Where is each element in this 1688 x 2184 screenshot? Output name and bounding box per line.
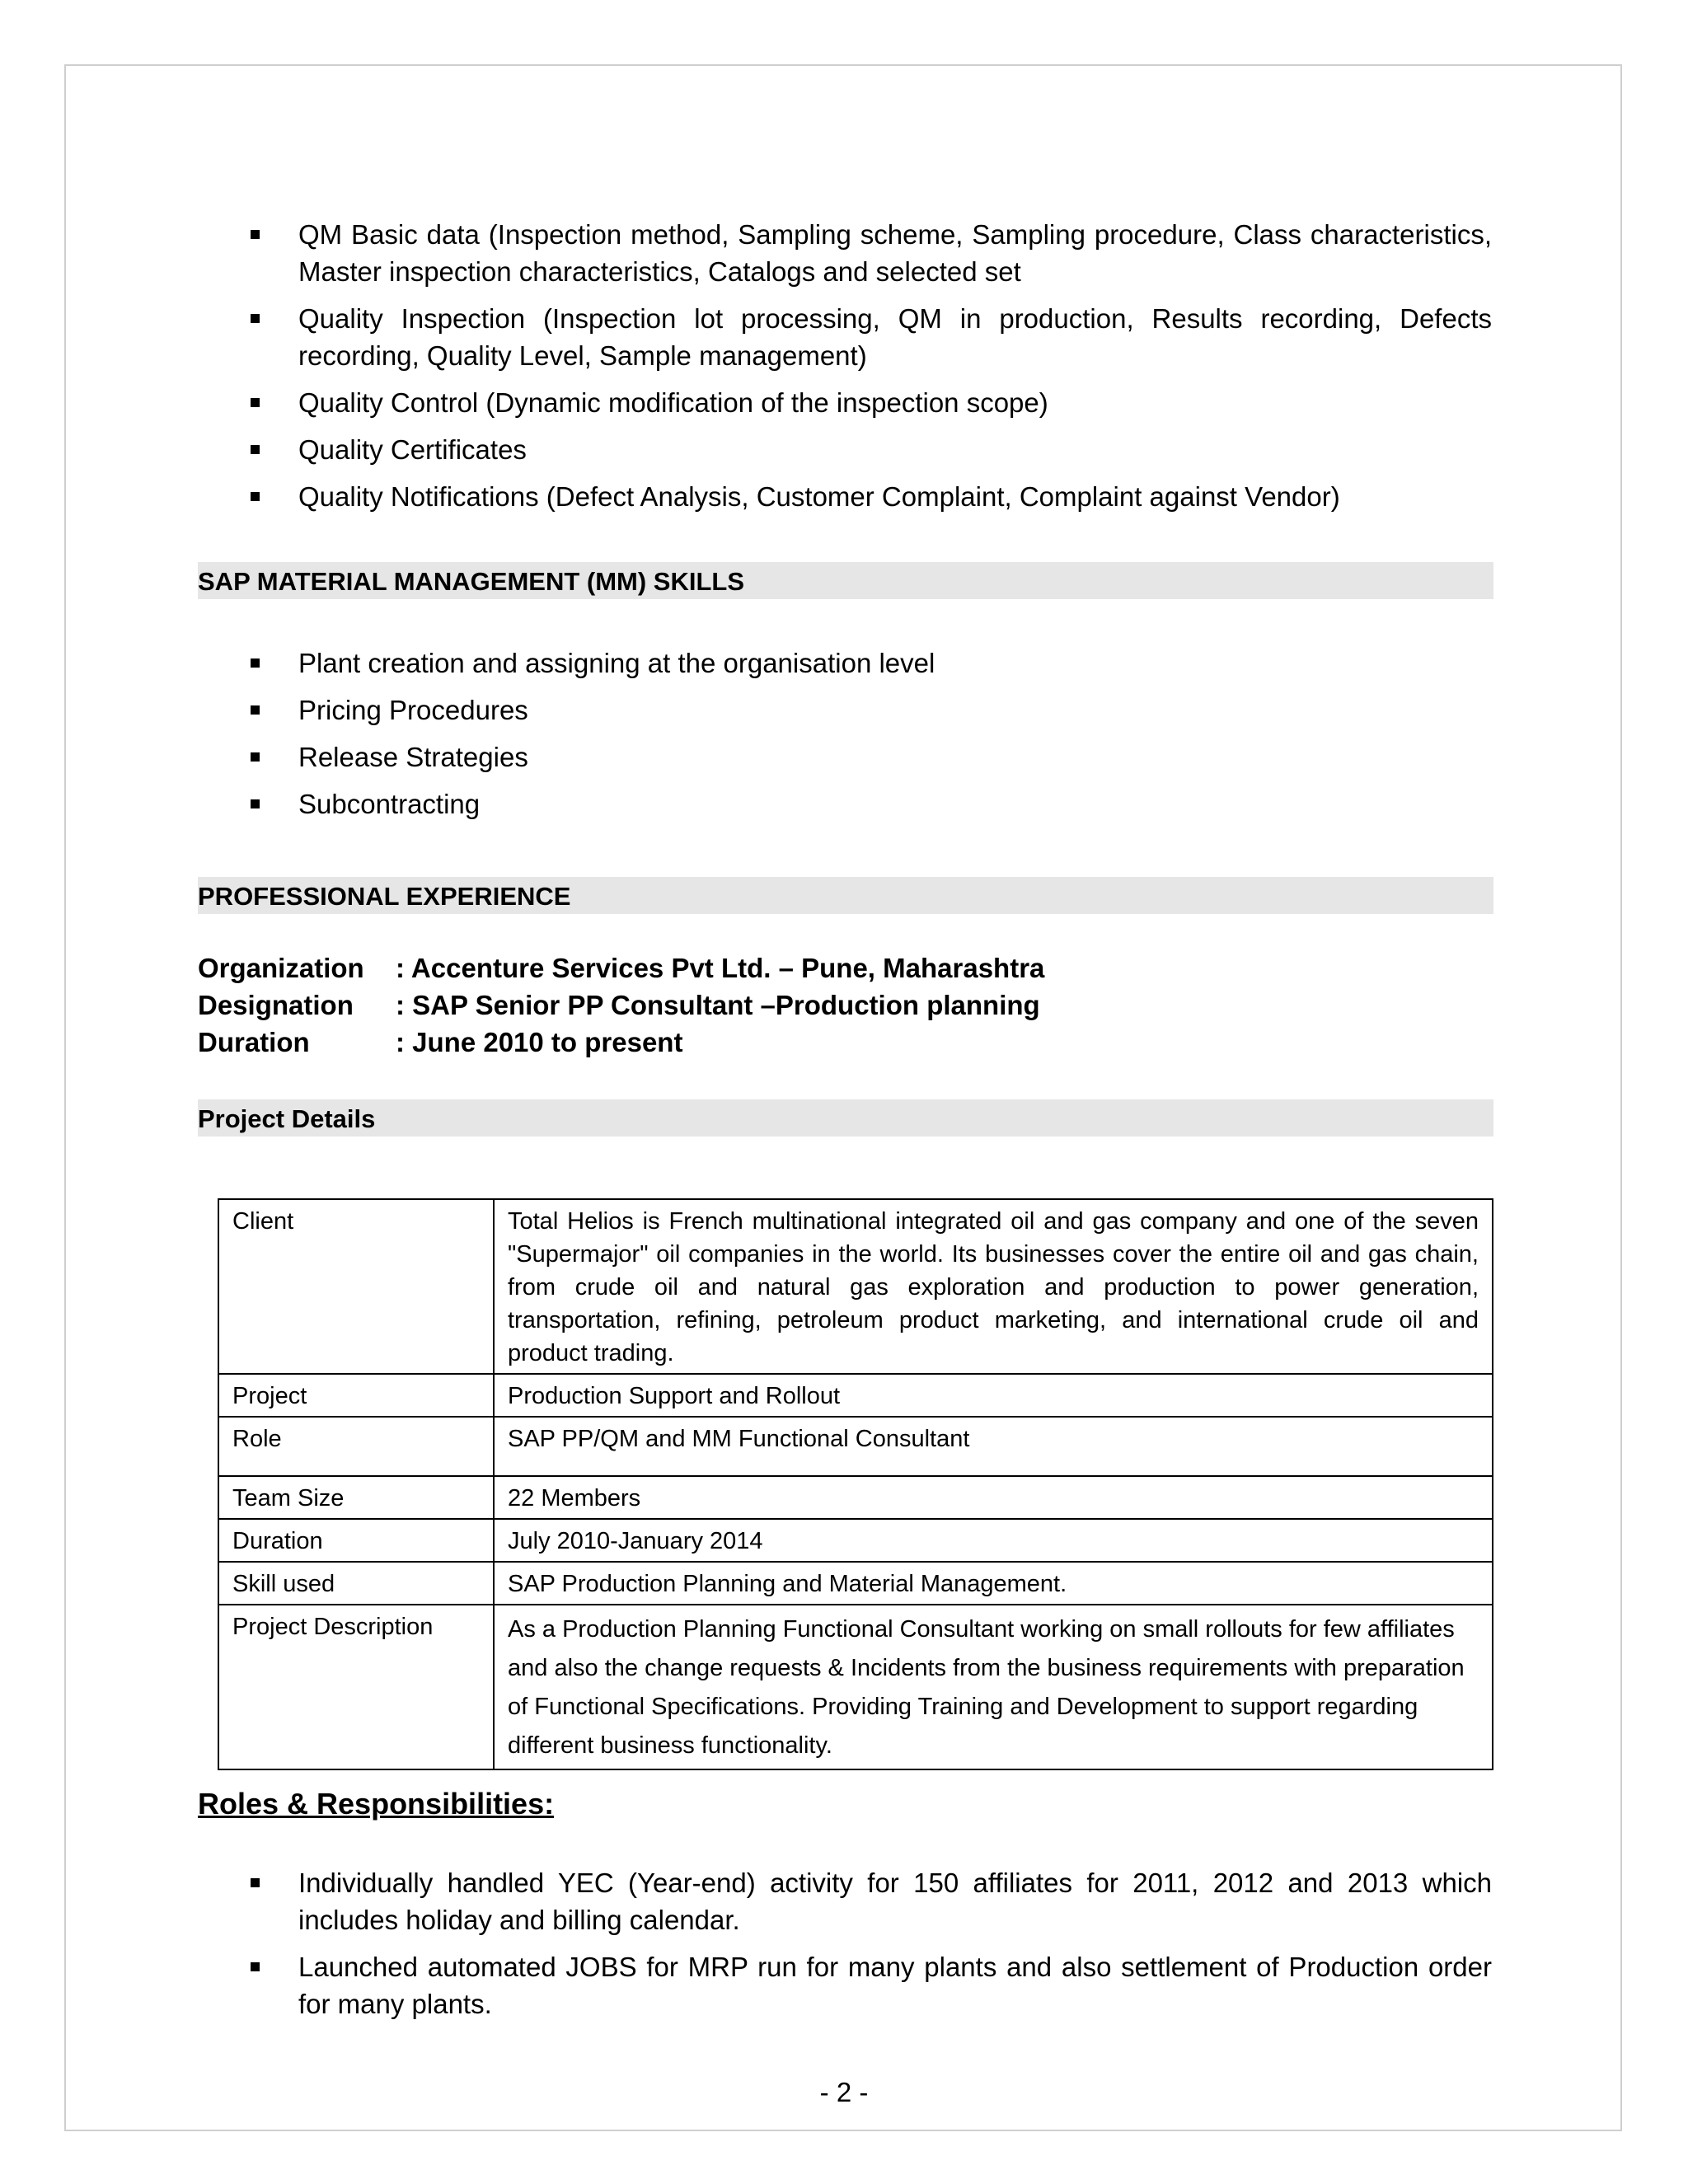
list-item xyxy=(198,384,1492,421)
table-cell-value: SAP PP/QM and MM Functional Consultant xyxy=(494,1417,1493,1476)
table-row xyxy=(218,1605,1493,1769)
organization-row xyxy=(198,949,1044,987)
table-cell-key: Skill used xyxy=(218,1562,494,1605)
table-row xyxy=(218,1374,1493,1417)
bullet-icon xyxy=(251,492,260,501)
section-header-mm-skills: SAP MATERIAL MANAGEMENT (MM) SKILLS xyxy=(198,562,1493,599)
duration-row xyxy=(198,1024,682,1061)
list-item-text: Release Strategies xyxy=(298,742,528,772)
designation-label: Designation xyxy=(198,990,354,1020)
qm-skills-list xyxy=(198,216,1492,525)
bullet-icon xyxy=(251,1962,260,1971)
table-cell-value: 22 Members xyxy=(494,1476,1493,1519)
table-row xyxy=(218,1417,1493,1476)
list-item-text: Subcontracting xyxy=(298,789,481,819)
table-row xyxy=(218,1476,1493,1519)
duration-value: : June 2010 to present xyxy=(396,1027,683,1057)
designation-value: : SAP Senior PP Consultant –Production planning xyxy=(396,990,1040,1020)
bullet-icon xyxy=(251,314,260,323)
list-item xyxy=(198,738,1492,776)
list-item xyxy=(198,478,1492,515)
table-cell-key: Duration xyxy=(218,1519,494,1562)
list-item xyxy=(198,1864,1492,1938)
organization-label: Organization xyxy=(198,953,364,983)
list-item-text: QM Basic data (Inspection method, Sampling scheme, Sampling procedure, Class characteristics, Master inspection characteristics, Catalogs and selected set xyxy=(298,219,1492,287)
list-item-text: Quality Notifications (Defect Analysis, Customer Complaint, Complaint against Vendor) xyxy=(298,481,1340,512)
bullet-icon xyxy=(251,230,260,239)
table-cell-value: Production Support and Rollout xyxy=(494,1374,1493,1417)
section-header-professional-experience: PROFESSIONAL EXPERIENCE xyxy=(198,877,1493,914)
bullet-icon xyxy=(251,658,260,668)
table-cell-value: July 2010-January 2014 xyxy=(494,1519,1493,1562)
bullet-icon xyxy=(251,445,260,454)
list-item-text: Individually handled YEC (Year-end) activity for 150 affiliates for 2011, 2012 and 2013 which includes holiday and billing calendar. xyxy=(298,1868,1492,1935)
list-item xyxy=(198,216,1492,290)
list-item xyxy=(198,644,1492,682)
table-row xyxy=(218,1199,1493,1374)
page-number: - 2 - xyxy=(819,2077,869,2107)
bullet-icon xyxy=(251,752,260,762)
list-item xyxy=(198,431,1492,468)
list-item xyxy=(198,300,1492,374)
roles-list xyxy=(198,1864,1492,2032)
bullet-icon xyxy=(251,1878,260,1887)
project-details-table xyxy=(218,1198,1493,1770)
table-row xyxy=(218,1519,1493,1562)
duration-label: Duration xyxy=(198,1027,310,1057)
roles-title: Roles & Responsibilities: xyxy=(198,1787,555,1821)
table-cell-key: Role xyxy=(218,1417,494,1476)
list-item-text: Quality Control (Dynamic modification of the inspection scope) xyxy=(298,387,1048,418)
list-item xyxy=(198,785,1492,823)
table-cell-key: Client xyxy=(218,1199,494,1374)
mm-skills-list xyxy=(198,644,1492,832)
bullet-icon xyxy=(251,398,260,407)
list-item-text: Launched automated JOBS for MRP run for many plants and also settlement of Production order for many plants. xyxy=(298,1952,1492,2019)
organization-value: : Accenture Services Pvt Ltd. – Pune, Maharashtra xyxy=(396,953,1045,983)
list-item xyxy=(198,1948,1492,2022)
table-cell-value: As a Production Planning Functional Consultant working on small rollouts for few affiliates and also the change requests & Incidents from the business requirements with preparation of Functional Specifications. Providing Training and Development to support regarding different business functionality. xyxy=(494,1605,1493,1769)
table-cell-key: Team Size xyxy=(218,1476,494,1519)
table-cell-key: Project Description xyxy=(218,1605,494,1769)
bullet-icon xyxy=(251,705,260,715)
table-row xyxy=(218,1562,1493,1605)
list-item-text: Pricing Procedures xyxy=(298,695,528,725)
list-item xyxy=(198,691,1492,729)
list-item-text: Plant creation and assigning at the organisation level xyxy=(298,648,935,678)
section-header-project-details: Project Details xyxy=(198,1099,1493,1137)
designation-row xyxy=(198,987,1040,1024)
table-cell-value: Total Helios is French multinational integrated oil and gas company and one of the seven "Supermajor" oil companies in the world. Its businesses cover the entire oil and gas chain, from crude oil and natural gas exploration and production to power generation, transportation, refining, petroleum product marketing, and international crude oil and product trading. xyxy=(494,1199,1493,1374)
list-item-text: Quality Inspection (Inspection lot processing, QM in production, Results recording, Defects recording, Quality Level, Sample management) xyxy=(298,303,1492,371)
table-cell-key: Project xyxy=(218,1374,494,1417)
bullet-icon xyxy=(251,799,260,808)
list-item-text: Quality Certificates xyxy=(298,434,527,465)
table-cell-value: SAP Production Planning and Material Management. xyxy=(494,1562,1493,1605)
